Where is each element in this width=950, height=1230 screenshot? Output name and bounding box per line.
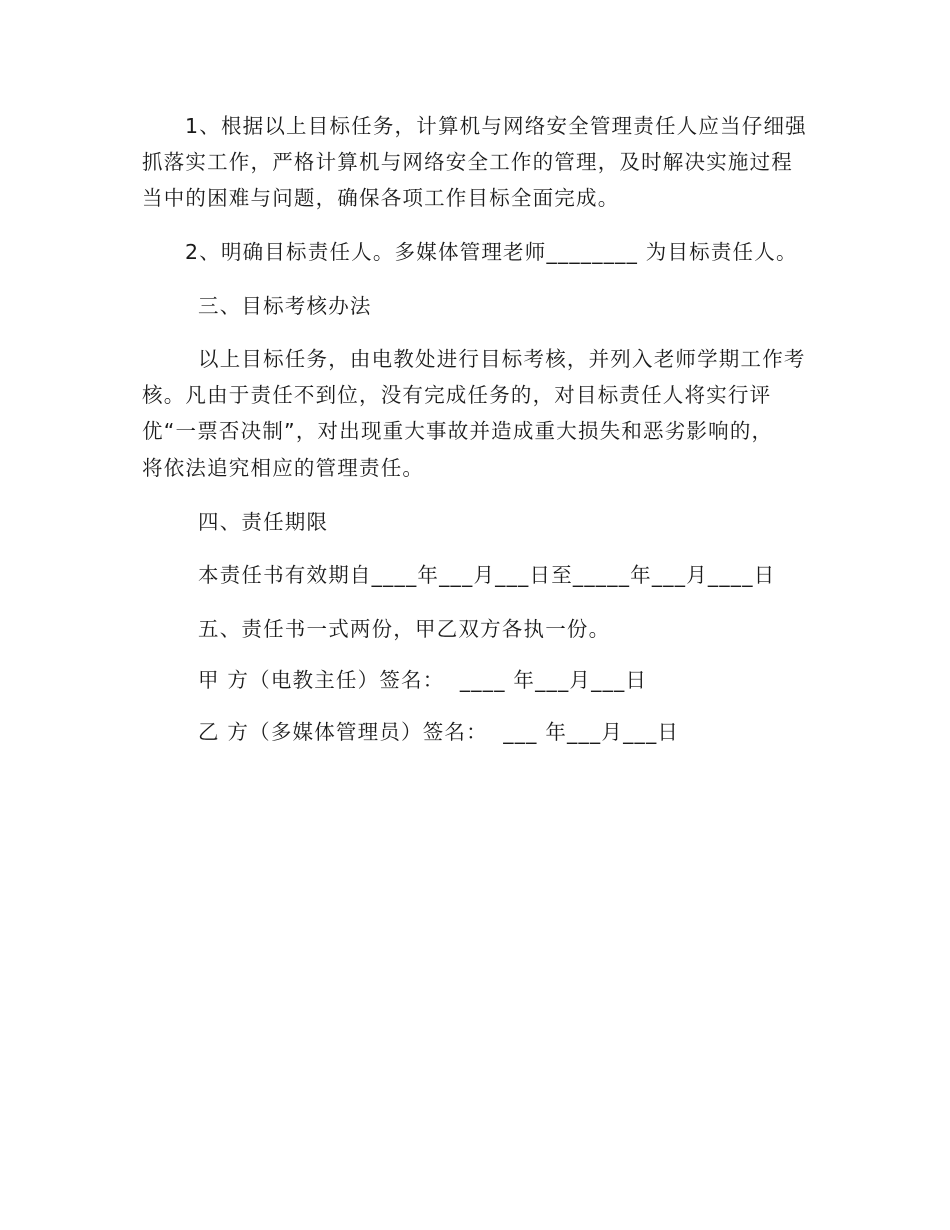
- paragraph-3-line-2: 核。凡由于责任不到位，没有完成任务的，对目标责任人将实行评: [142, 383, 772, 407]
- paragraph-3-line-3: 优“一票否决制”，对出现重大事故并造成重大损失和恶劣影响的，: [142, 419, 774, 443]
- paragraph-1-line-3: 当中的困难与问题，确保各项工作目标全面完成。: [142, 186, 620, 210]
- validity-period: 本责任书有效期自____年___月___日至_____年___月____日: [198, 563, 776, 587]
- section-4-heading: 四、责任期限: [198, 510, 329, 534]
- section-3-heading: 三、目标考核办法: [198, 294, 372, 318]
- party-b-signature: 乙 方（多媒体管理员）签名： ___ 年___月___日: [198, 720, 680, 744]
- paragraph-3-line-4: 将依法追究相应的管理责任。: [142, 456, 425, 480]
- paragraph-3-line-1: 以上目标任务，由电教处进行目标考核，并列入老师学期工作考: [198, 347, 806, 371]
- party-a-signature: 甲 方（电教主任）签名： ____ 年___月___日: [198, 668, 648, 692]
- paragraph-1-line-1: 1、根据以上目标任务，计算机与网络安全管理责任人应当仔细强: [185, 114, 807, 138]
- paragraph-1-line-2: 抓落实工作，严格计算机与网络安全工作的管理，及时解决实施过程: [142, 150, 793, 174]
- paragraph-2: 2、明确目标责任人。多媒体管理老师________ 为目标责任人。: [185, 240, 798, 264]
- section-5: 五、责任书一式两份，甲乙双方各执一份。: [198, 617, 611, 641]
